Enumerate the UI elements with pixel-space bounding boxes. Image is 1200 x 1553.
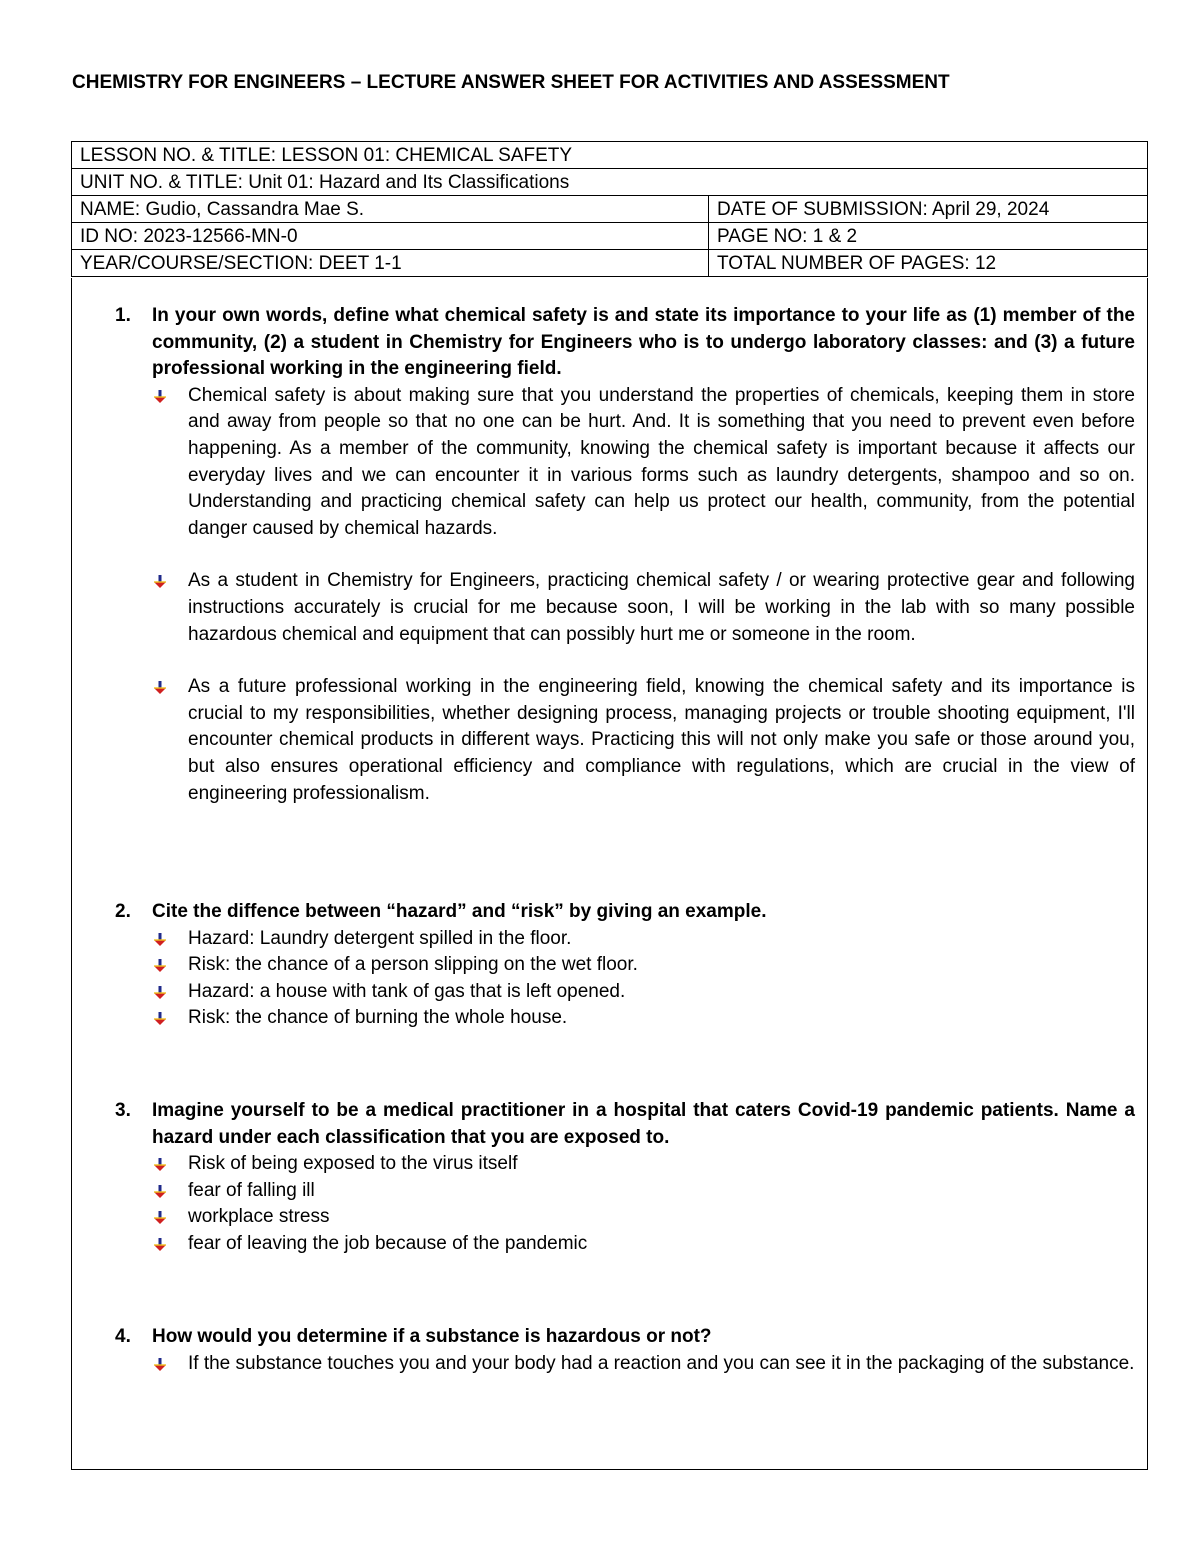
answer-text: If the substance touches you and your body had a reaction and you can see it in the packaging of the substance.: [188, 1352, 1135, 1374]
answer-text: As a student in Chemistry for Engineers, practicing chemical safety / or wearing protective gear and following instructions accurately is crucial for me because soon, I will be working in the lab with so many possible hazardous chemical and equipment that can possibly hurt me or someone in the room.: [188, 570, 1135, 645]
question-1: [115, 303, 1135, 807]
unit-title: UNIT NO. & TITLE: Unit 01: Hazard and Its Classifications: [72, 169, 1148, 196]
question-text: Cite the diffence between “hazard” and “risk” by giving an example.: [152, 901, 767, 922]
answer-text: Risk: the chance of a person slipping on the wet floor.: [188, 954, 638, 976]
question-number: 3.: [115, 1100, 131, 1121]
question-text: Imagine yourself to be a medical practitioner in a hospital that caters Covid-19 pandemic patients. Name a hazard under each classification that you are exposed to.: [152, 1100, 1135, 1148]
answer-text: Risk of being exposed to the virus itself: [188, 1153, 518, 1175]
page-number: PAGE NO: 1 & 2: [709, 223, 1148, 250]
down-arrow-bullet-icon: [152, 1178, 188, 1205]
question-text: In your own words, define what chemical safety is and state its importance to your life as (1) member of the community, (2) a student in Chemistry for Engineers who is to undergo laboratory classes: and (3) a future professional working in the engineering field.: [152, 305, 1135, 380]
down-arrow-bullet-icon: [152, 674, 188, 807]
question-2: [115, 899, 1135, 1032]
question-text: How would you determine if a substance is hazardous or not?: [152, 1326, 712, 1347]
student-name: NAME: Gudio, Cassandra Mae S.: [72, 196, 709, 223]
down-arrow-bullet-icon: [152, 568, 188, 648]
down-arrow-bullet-icon: [152, 1351, 188, 1378]
down-arrow-bullet-icon: [152, 1151, 188, 1178]
down-arrow-bullet-icon: [152, 1005, 188, 1032]
question-4: [115, 1324, 1135, 1377]
answer-text: Risk: the chance of burning the whole house.: [188, 1007, 568, 1029]
question-number: 4.: [115, 1326, 131, 1347]
submission-date: DATE OF SUBMISSION: April 29, 2024: [709, 196, 1148, 223]
lesson-title: LESSON NO. & TITLE: LESSON 01: CHEMICAL SAFETY: [72, 142, 1148, 169]
table-row: [72, 196, 1148, 223]
answer-text: workplace stress: [188, 1206, 330, 1228]
table-row: [72, 142, 1148, 169]
table-row: [72, 250, 1148, 277]
answer-text: As a future professional working in the engineering field, knowing the chemical safety and its importance is crucial to my responsibilities, whether designing process, managing projects or trouble shooting equipment, I'll encounter chemical products in different ways. Practicing this will not only make you safe or those around you, but also ensures operational efficiency and compliance with regulations, which are crucial in the view of engineering professionalism.: [188, 676, 1135, 804]
page-title: CHEMISTRY FOR ENGINEERS – LECTURE ANSWER SHEET FOR ACTIVITIES AND ASSESSMENT: [72, 72, 950, 93]
down-arrow-bullet-icon: [152, 1231, 188, 1258]
question-number: 1.: [115, 305, 131, 326]
answer-text: Hazard: Laundry detergent spilled in the floor.: [188, 927, 572, 949]
table-row: [72, 223, 1148, 250]
question-number: 2.: [115, 901, 131, 922]
down-arrow-bullet-icon: [152, 1204, 188, 1231]
down-arrow-bullet-icon: [152, 979, 188, 1006]
answer-text: Hazard: a house with tank of gas that is left opened.: [188, 980, 626, 1002]
down-arrow-bullet-icon: [152, 383, 188, 543]
question-3: [115, 1098, 1135, 1258]
answer-text: fear of falling ill: [188, 1179, 315, 1201]
total-pages: TOTAL NUMBER OF PAGES: 12: [709, 250, 1148, 277]
answer-text: fear of leaving the job because of the pandemic: [188, 1232, 588, 1254]
answer-text: Chemical safety is about making sure that you understand the properties of chemicals, keeping them in store and away from people so that no one can be hurt. And. It is something that you need to prevent even before happening. As a member of the community, knowing the chemical safety is important because it affects our everyday lives and we can encounter it in various forms such as laundry detergents, shampoo and so on. Understanding and practicing chemical safety can help us protect our health, community, from the potential danger caused by chemical hazards.: [188, 384, 1135, 539]
student-id: ID NO: 2023-12566-MN-0: [72, 223, 709, 250]
table-row: [72, 169, 1148, 196]
lesson-info-table: [71, 141, 1148, 277]
year-course-section: YEAR/COURSE/SECTION: DEET 1-1: [72, 250, 709, 277]
down-arrow-bullet-icon: [152, 952, 188, 979]
down-arrow-bullet-icon: [152, 926, 188, 953]
